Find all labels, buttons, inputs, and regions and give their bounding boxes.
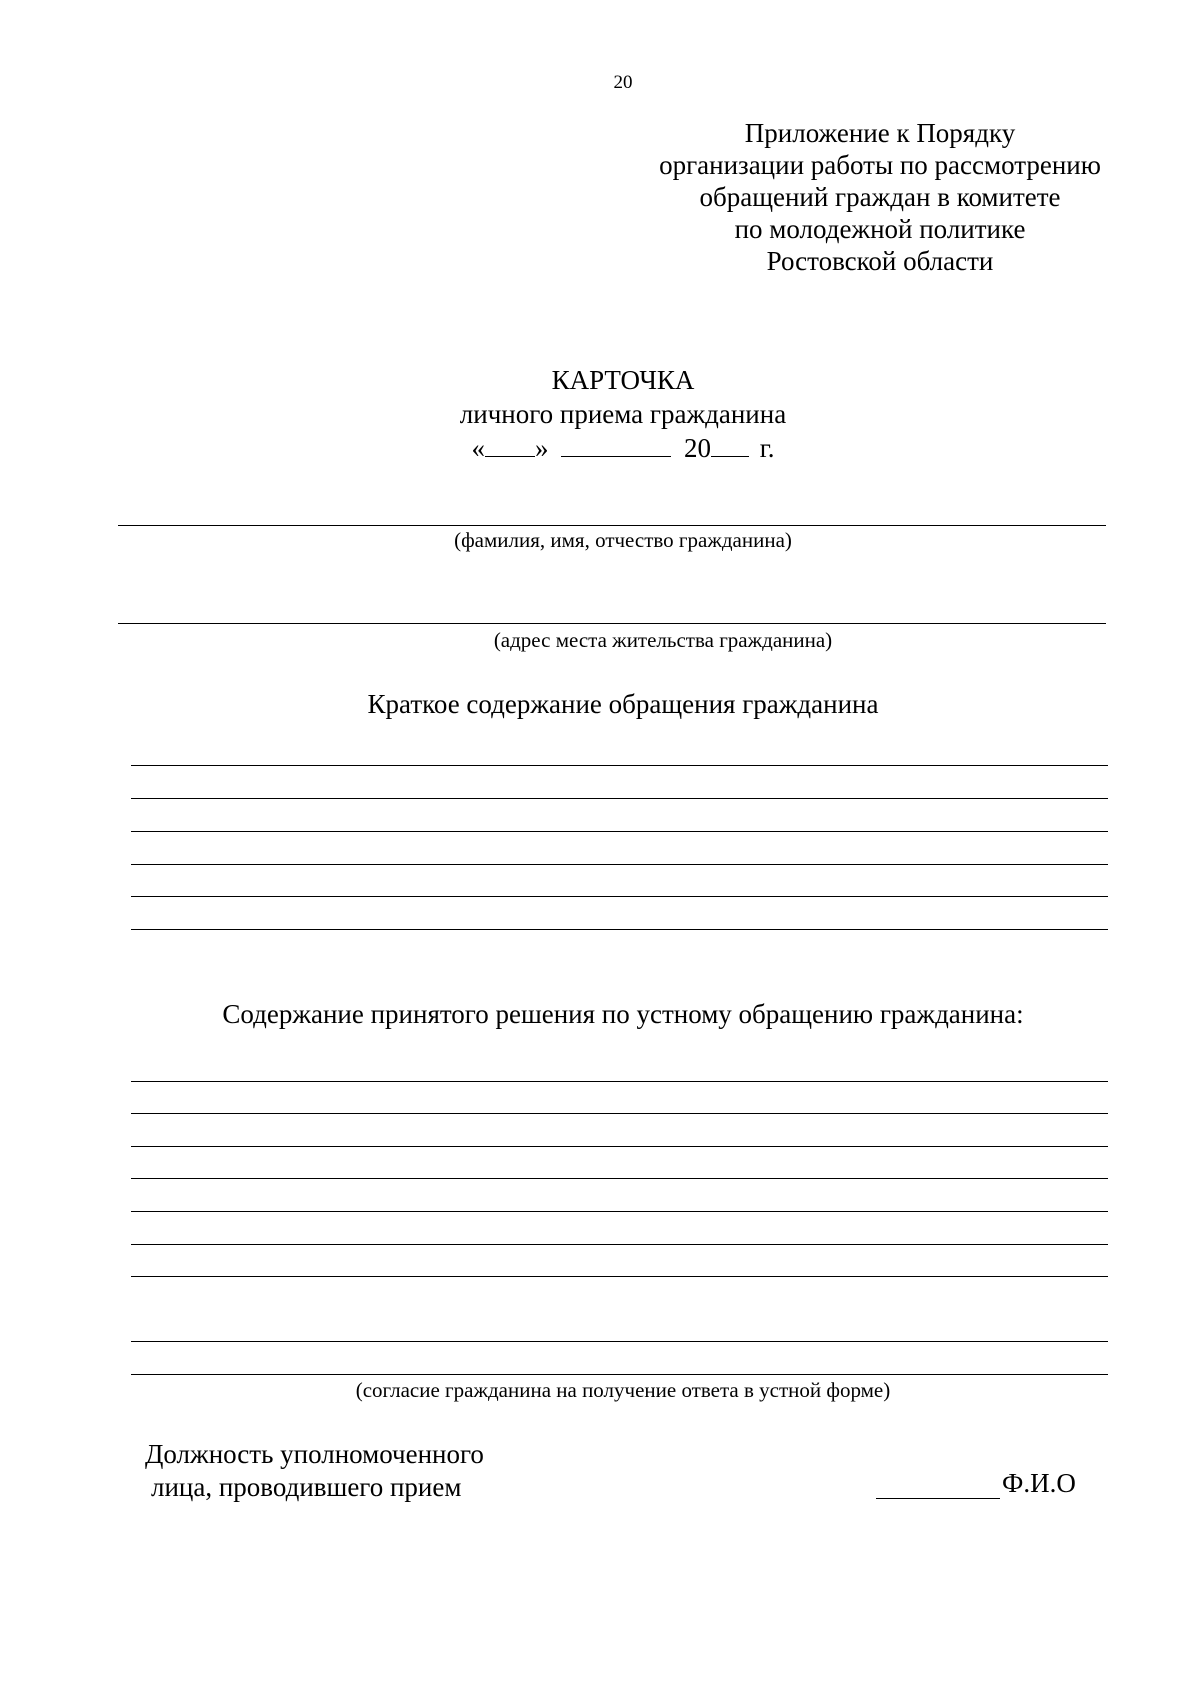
decision-line[interactable] xyxy=(131,1276,1108,1277)
card-date-line xyxy=(0,431,1200,465)
signatory-position-line: Должность уполномоченного xyxy=(145,1439,484,1469)
card-subtitle: личного приема гражданина xyxy=(459,399,787,429)
signatory-name-label: Ф.И.О xyxy=(1002,1468,1076,1498)
consent-line[interactable] xyxy=(131,1341,1108,1342)
decision-line[interactable] xyxy=(131,1178,1108,1179)
decision-line[interactable] xyxy=(131,1113,1108,1114)
appendix-line: обращений граждан в комитете xyxy=(699,182,1061,212)
decision-line[interactable] xyxy=(131,1081,1108,1082)
date-year-suffix: г. xyxy=(759,433,775,463)
consent-line[interactable] xyxy=(131,1374,1108,1375)
date-year-prefix: 20 xyxy=(683,433,711,463)
consent-caption: (согласие гражданина на получение ответа в устной форме) xyxy=(355,1378,891,1402)
decision-line[interactable] xyxy=(131,1146,1108,1147)
year-blank[interactable] xyxy=(711,432,749,457)
full-name-line[interactable] xyxy=(118,525,1106,526)
summary-line[interactable] xyxy=(131,864,1108,865)
signature-blank[interactable] xyxy=(876,1470,1000,1499)
month-blank[interactable] xyxy=(561,432,671,457)
date-open-quote: « xyxy=(471,433,485,463)
full-name-caption: (фамилия, имя, отчество гражданина) xyxy=(454,528,792,552)
summary-line[interactable] xyxy=(131,798,1108,799)
summary-line[interactable] xyxy=(131,831,1108,832)
card-title-block xyxy=(0,363,1200,465)
summary-heading: Краткое содержание обращения гражданина xyxy=(367,689,879,719)
day-blank[interactable] xyxy=(485,432,535,457)
appendix-line: Ростовской области xyxy=(766,246,994,276)
decision-heading: Содержание принятого решения по устному обращению гражданина: xyxy=(222,999,1024,1029)
signatory-position xyxy=(145,1438,484,1504)
signatory-position-line: лица, проводившего прием xyxy=(151,1472,462,1502)
decision-line[interactable] xyxy=(131,1211,1108,1212)
date-close-quote: » xyxy=(534,433,549,463)
appendix-line: по молодежной политике xyxy=(734,214,1026,244)
summary-line[interactable] xyxy=(131,765,1108,766)
appendix-line: организации работы по рассмотрению xyxy=(659,150,1101,180)
appendix-header xyxy=(600,117,1160,277)
page-number: 20 xyxy=(613,72,633,93)
signature-field xyxy=(876,1468,1076,1499)
decision-line[interactable] xyxy=(131,1244,1108,1245)
address-caption: (адрес места жительства гражданина) xyxy=(493,628,833,652)
summary-line[interactable] xyxy=(131,896,1108,897)
address-line[interactable] xyxy=(118,623,1106,624)
appendix-line: Приложение к Порядку xyxy=(744,118,1016,148)
summary-line[interactable] xyxy=(131,929,1108,930)
card-title: КАРТОЧКА xyxy=(551,365,695,395)
